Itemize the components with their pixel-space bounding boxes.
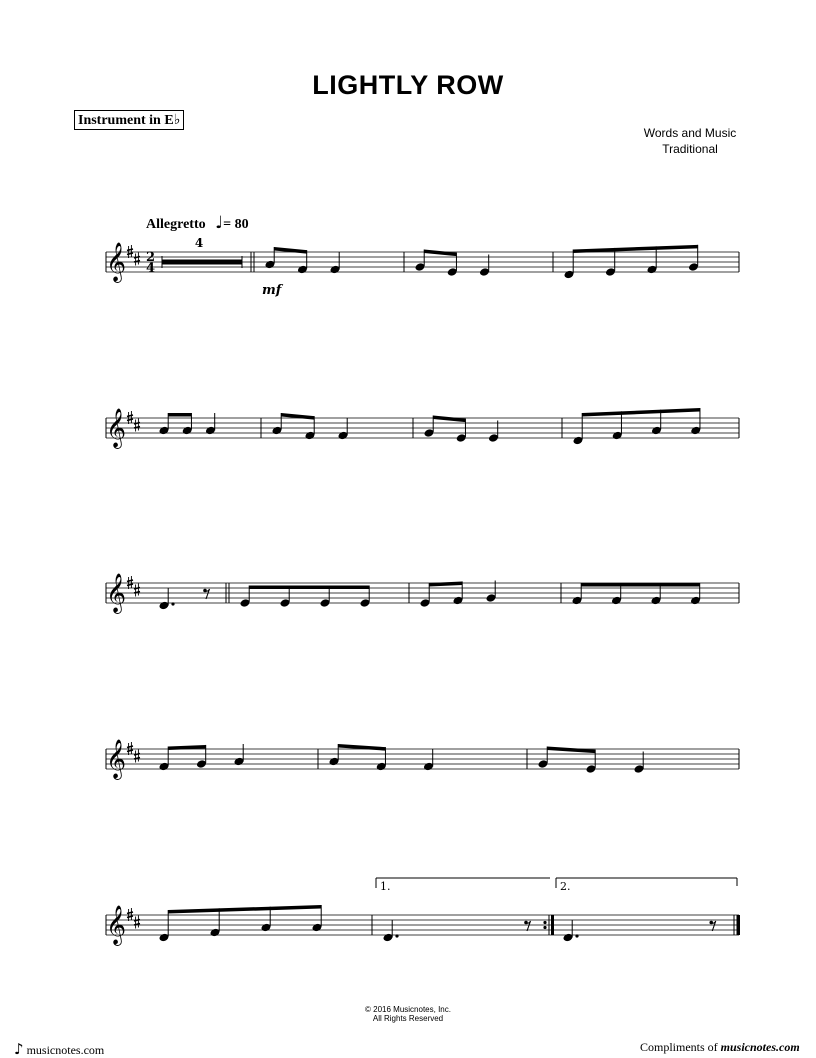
sharp-sign <box>127 912 133 914</box>
logo-text: musicnotes.com <box>26 1043 105 1057</box>
augmentation-dot <box>395 934 398 937</box>
augmentation-dot <box>575 934 578 937</box>
credits-line-2: Traditional <box>662 142 718 156</box>
time-signature-top: 2 <box>146 250 156 265</box>
repeat-dot <box>543 921 546 924</box>
beam <box>547 747 595 754</box>
treble-clef-icon: 𝄞 <box>106 573 127 613</box>
volta-label: 1. <box>380 880 391 893</box>
instrument-label: Instrument in E <box>78 113 174 128</box>
dynamic-marking: mf <box>262 283 282 298</box>
treble-clef-icon: 𝄞 <box>106 242 127 282</box>
beam <box>429 581 462 586</box>
repeat-barline-thick <box>551 915 554 935</box>
beam <box>424 250 456 257</box>
sharp-sign <box>127 253 133 255</box>
copyright-footer <box>0 1005 816 1023</box>
time-signature-bottom: 4 <box>146 261 156 276</box>
tempo-text: Allegretto <box>146 217 206 232</box>
augmentation-dot <box>171 602 174 605</box>
sharp-sign <box>127 580 133 582</box>
beam <box>274 247 307 254</box>
sharp-sign <box>127 419 133 421</box>
final-barline-thick <box>737 915 741 935</box>
compliments-line[interactable] <box>640 1040 800 1055</box>
repeat-dot <box>543 926 546 929</box>
multirest-count: 4 <box>194 236 204 250</box>
sharp-sign <box>127 746 133 748</box>
sharp-sign <box>127 584 133 586</box>
beam <box>582 408 700 417</box>
compliments-prefix: Compliments of <box>640 1040 718 1054</box>
rights-line: All Rights Reserved <box>372 1014 444 1023</box>
volta-label: 2. <box>560 880 571 893</box>
beam <box>281 413 314 420</box>
musicnotes-logo[interactable] <box>14 1040 104 1058</box>
treble-clef-icon: 𝄞 <box>106 739 127 779</box>
treble-clef-icon: 𝄞 <box>106 905 127 945</box>
flat-sign: ♭ <box>173 113 181 128</box>
quarter-note-icon: ♩ <box>215 213 224 233</box>
beam <box>168 905 321 914</box>
song-title: LIGHTLY ROW <box>312 70 504 100</box>
sharp-sign <box>127 916 133 918</box>
sharp-sign <box>127 249 133 251</box>
sharp-sign <box>127 415 133 417</box>
sharp-sign <box>127 750 133 752</box>
copyright-line: © 2016 Musicnotes, Inc. <box>365 1005 451 1014</box>
compliments-site: musicnotes.com <box>720 1040 800 1054</box>
tempo-value: = 80 <box>223 217 249 232</box>
beam <box>338 744 385 751</box>
multirest-bar <box>162 260 242 265</box>
credits-line-1: Words and Music <box>643 126 737 140</box>
treble-clef-icon: 𝄞 <box>106 408 127 448</box>
beam <box>168 413 191 417</box>
beam <box>581 583 700 587</box>
musicnotes-logo-icon: ♪ <box>14 1040 24 1058</box>
beam <box>249 586 369 590</box>
beam <box>433 416 465 423</box>
